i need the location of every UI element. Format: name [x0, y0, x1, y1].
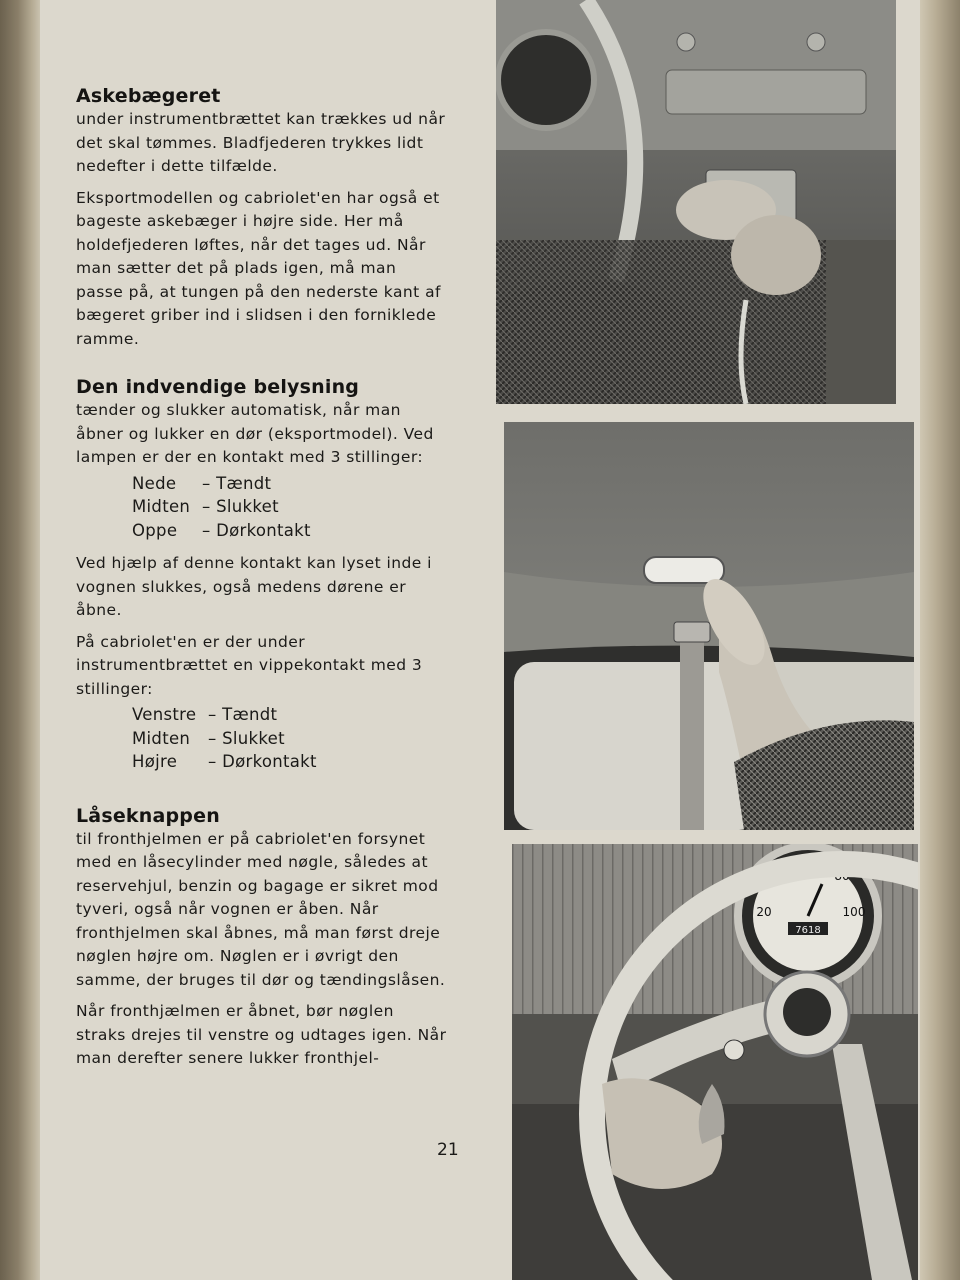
lock-knob — [724, 1040, 744, 1060]
paragraph: Ved hjælp af denne kontakt kan lyset inde i vognen slukkes, også medens dørene er åbne. — [76, 554, 432, 619]
list-item — [132, 750, 448, 774]
list-item — [132, 495, 448, 519]
paragraph: Når fronthjælmen er åbnet, bør nøglen straks drejes til venstre og udtages igen. Når man derefter senere lukker fronthjel- — [76, 1002, 447, 1067]
paragraph: til fronthjelmen er på cabriolet'en forsynet med en låsecylinder med nøgle, således at reservehjul, benzin og bagage er sikret mod tyveri, også når vognen er åben. Når fronthjelmen skal åbnes, må man først dreje nøglen højre om. Nøglen er i øvrigt den samme, der bruges til dør og tændingslåsen. — [76, 829, 446, 989]
position-state: – Tændt — [208, 705, 278, 724]
position-label: Oppe — [132, 520, 178, 540]
toggle-position-list — [132, 703, 448, 774]
speedo-tick-label: 20 — [756, 905, 772, 919]
steering-wheel-illustration — [512, 844, 918, 1280]
paragraph: tænder og slukker automatisk, når man åbner og lukker en dør (eksportmodel). Ved lampen er der en kontakt med 3 stillinger: — [76, 401, 434, 466]
position-state: – Tændt — [202, 473, 272, 493]
text-column — [76, 84, 448, 1079]
list-item — [132, 472, 448, 496]
speedo-tick-label: 100 — [842, 905, 866, 919]
position-label: Midten — [132, 497, 191, 516]
list-item — [132, 703, 448, 727]
list-item — [132, 727, 448, 751]
photo-steering-wheel — [512, 844, 918, 1280]
ashtray-illustration — [496, 0, 896, 404]
heading-belysning: Den indvendige belysning — [76, 376, 360, 398]
page-number: 21 — [437, 1140, 459, 1160]
paragraph: Eksportmodellen og cabriolet'en har også et bageste askebæger i højre side. Her må holdefjederen løftes, når det tages ud. Når man sætter det på plads igen, må man passe på, at tungen på den nederste kant af bægeret griber ind i slidsen i den forniklede ramme. — [76, 188, 441, 348]
photo-interior-lamp — [504, 422, 914, 830]
heading-laaseknappen: Låseknappen — [76, 804, 220, 827]
page-edge — [920, 0, 960, 1280]
switch-position-list — [132, 472, 448, 543]
paragraph: På cabriolet'en er der under instrumentbrættet en vippekontakt med 3 stillinger: — [76, 632, 423, 698]
speedo-tick-label: 40 — [766, 869, 782, 883]
heading-askebaegeret: Askebægeret — [76, 85, 221, 107]
paragraph: under instrumentbrættet kan trækkes ud når det skal tømmes. Bladfjederen trykkes lidt nedefter i dette tilfælde. — [76, 110, 446, 175]
wolfsburg-emblem — [783, 988, 831, 1036]
position-state: – Slukket — [202, 497, 279, 516]
photo-ashtray — [496, 0, 896, 404]
interior-lamp-illustration — [504, 422, 914, 830]
position-state: – Slukket — [208, 728, 285, 748]
position-state: – Dørkontakt — [202, 520, 311, 540]
position-state: – Dørkontakt — [208, 752, 317, 771]
position-label: Nede — [132, 473, 177, 493]
position-label: Midten — [132, 728, 191, 748]
position-label: Højre — [132, 752, 178, 771]
position-label: Venstre — [132, 705, 197, 724]
list-item — [132, 519, 448, 543]
speedo-tick-label: 80 — [834, 869, 850, 883]
speedo-tick-label: 60 — [800, 857, 816, 871]
odometer-readout: 7618 — [795, 925, 821, 936]
